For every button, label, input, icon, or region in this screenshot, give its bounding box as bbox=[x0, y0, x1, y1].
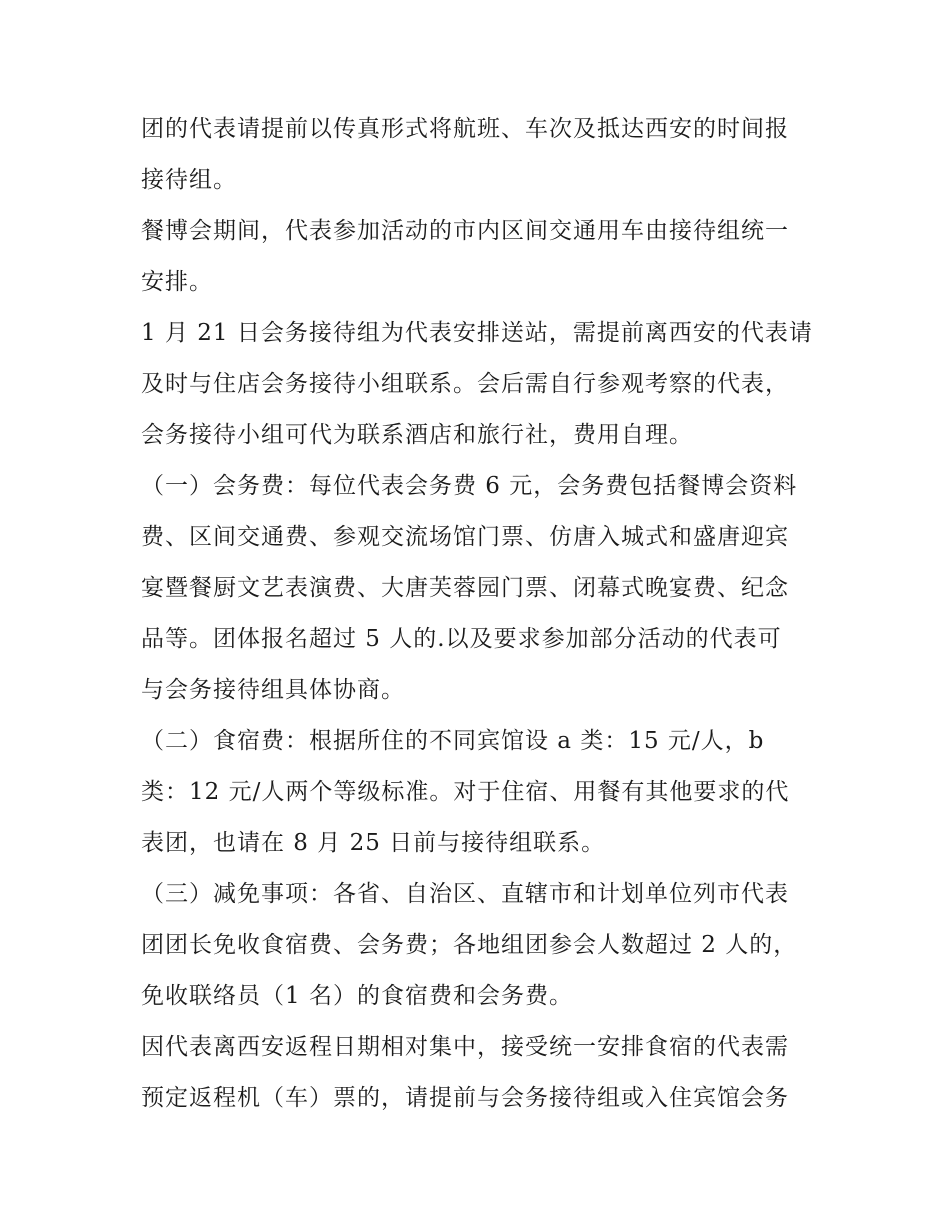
text-line: 安排。 bbox=[141, 269, 213, 295]
text-line: 类：12 元/人两个等级标准。对于住宿、用餐有其他要求的代 bbox=[141, 779, 790, 805]
text-line: 团的代表请提前以传真形式将航班、车次及抵达西安的时间报 bbox=[141, 116, 789, 142]
text-line: 与会务接待组具体协商。 bbox=[141, 677, 405, 703]
text-line: 1 月 21 日会务接待组为代表安排送站，需提前离西安的代表请 bbox=[141, 320, 813, 346]
text-line: 团团长免收食宿费、会务费；各地组团参会人数超过 2 人的， bbox=[141, 932, 798, 958]
text-line: （三）减免事项：各省、自治区、直辖市和计划单位列市代表 bbox=[141, 881, 789, 907]
text-line: 预定返程机（车）票的，请提前与会务接待组或入住宾馆会务 bbox=[141, 1085, 789, 1111]
text-line: 接待组。 bbox=[141, 167, 237, 193]
text-line: 宴暨餐厨文艺表演费、大唐芙蓉园门票、闭幕式晚宴费、纪念 bbox=[141, 575, 789, 601]
text-line: 因代表离西安返程日期相对集中，接受统一安排食宿的代表需 bbox=[141, 1034, 789, 1060]
paragraph-transport bbox=[141, 206, 813, 308]
text-line: （二）食宿费：根据所住的不同宾馆设 a 类：15 元/人，b bbox=[141, 728, 765, 754]
paragraph-arrival-notice bbox=[141, 104, 813, 206]
text-line: 表团，也请在 8 月 25 日前与接待组联系。 bbox=[141, 830, 606, 856]
paragraph-departure bbox=[141, 308, 813, 461]
paragraph-return-tickets bbox=[141, 1022, 813, 1124]
document-body bbox=[141, 104, 813, 1124]
text-line: 餐博会期间，代表参加活动的市内区间交通用车由接待组统一 bbox=[141, 218, 789, 244]
text-line: 会务接待小组可代为联系酒店和旅行社，费用自理。 bbox=[141, 422, 693, 448]
text-line: 品等。团体报名超过 5 人的.以及要求参加部分活动的代表可 bbox=[141, 626, 782, 652]
paragraph-exemptions bbox=[141, 869, 813, 1022]
text-line: 免收联络员（1 名）的食宿费和会务费。 bbox=[141, 983, 573, 1009]
paragraph-accommodation-fee bbox=[141, 716, 813, 869]
paragraph-conference-fee bbox=[141, 461, 813, 716]
text-line: （一）会务费：每位代表会务费 6 元，会务费包括餐博会资料 bbox=[141, 473, 798, 499]
text-line: 费、区间交通费、参观交流场馆门票、仿唐入城式和盛唐迎宾 bbox=[141, 524, 789, 550]
text-line: 及时与住店会务接待小组联系。会后需自行参观考察的代表， bbox=[141, 371, 789, 397]
